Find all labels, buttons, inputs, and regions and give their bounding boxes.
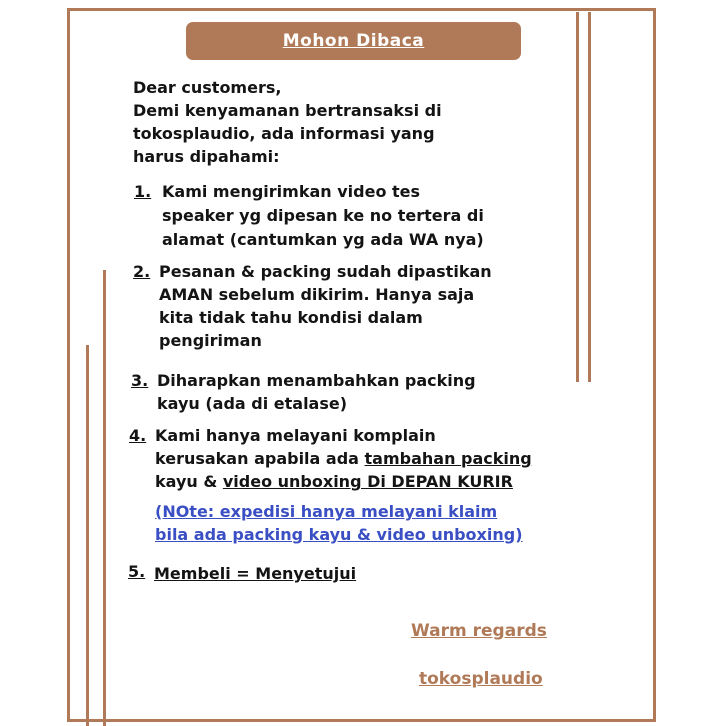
item-text: kayu & [155,472,223,491]
decor-line-left-1 [86,345,89,726]
item-line [155,447,532,470]
item-line: Membeli = Menyetujui [154,564,357,583]
item-text-underlined: tambahan packing [364,449,532,468]
item-text: kerusakan apabila ada [155,449,365,468]
item-number: 1. [134,182,152,201]
item-number: 5. [128,562,146,581]
intro-line: Demi kenyamanan bertransaksi di [133,101,442,120]
decor-line-right-1 [576,12,579,382]
item-line: AMAN sebelum dikirim. Hanya saja [159,285,475,304]
note-line: (NOte: expedisi hanya melayani klaim [155,502,498,521]
decor-line-right-2 [588,12,591,382]
intro-line: tokosplaudio, ada informasi yang [133,124,435,143]
note-line: bila ada packing kayu & video unboxing) [155,525,523,544]
item-line: speaker yg dipesan ke no tertera di [162,206,484,225]
intro-line: harus dipahami: [133,147,280,166]
header-title: Mohon Dibaca [282,31,425,51]
item-number: 4. [129,426,147,445]
item-line: kita tidak tahu kondisi dalam [159,308,423,327]
item-line: kayu (ada di etalase) [157,394,348,413]
closing-regards: Warm regards [411,621,547,641]
item-line: Diharapkan menambahkan packing [157,371,476,390]
closing-shop-name: tokosplaudio [419,669,543,689]
item-line [155,470,513,493]
item-line: pengiriman [159,331,262,350]
item-line: Pesanan & packing sudah dipastikan [159,262,492,281]
intro-line: Dear customers, [133,78,282,97]
decor-line-left-2 [103,270,106,726]
item-number: 3. [131,371,149,390]
item-line: Kami hanya melayani komplain [155,426,436,445]
item-text-underlined: video unboxing Di DEPAN KURIR [222,472,513,491]
header-banner [186,22,521,60]
item-number: 2. [133,262,151,281]
item-line: Kami mengirimkan video tes [162,182,421,201]
item-line: alamat (cantumkan yg ada WA nya) [162,230,484,249]
